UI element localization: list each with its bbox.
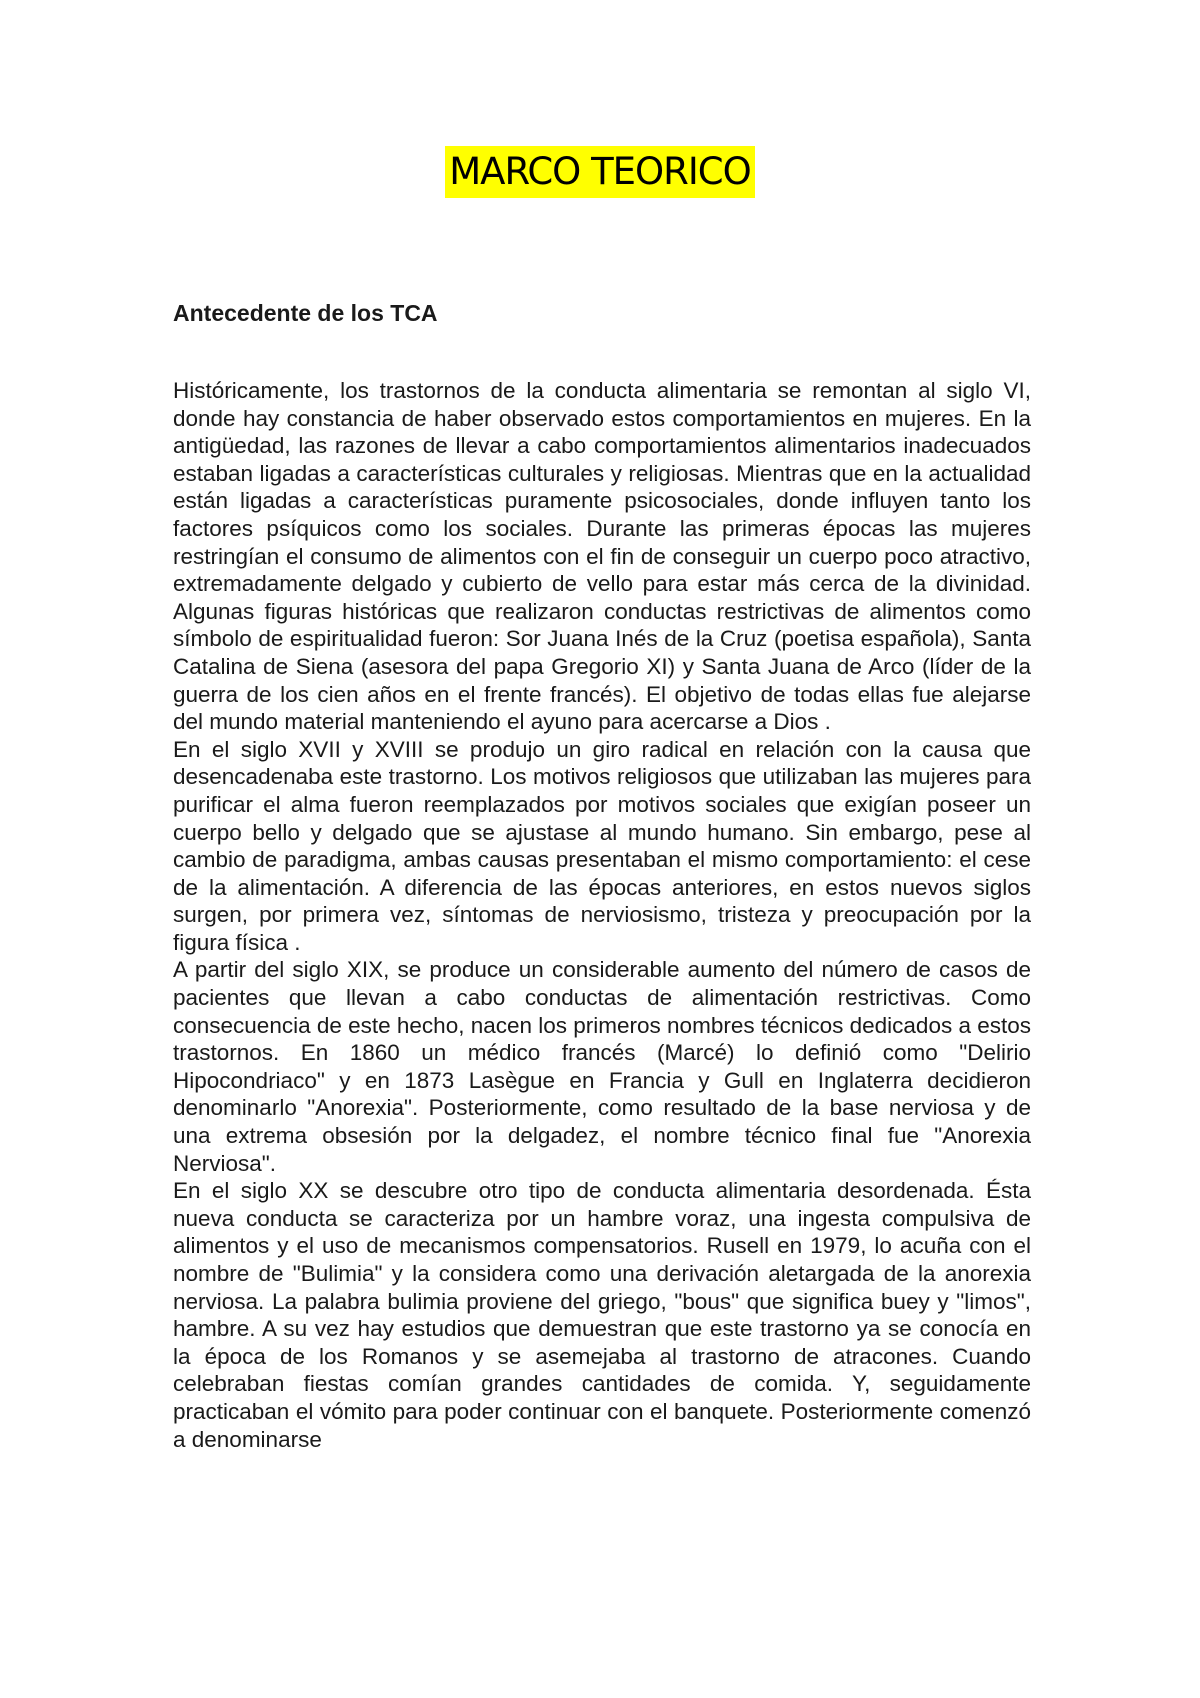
paragraph: En el siglo XVII y XVIII se produjo un giro radical en relación con la causa que desencadenaba este trastorno. Los motivos religiosos que utilizaban las mujeres para purificar el alma fueron reemplazados por motivos sociales que exigían poseer un cuerpo bello y delgado que se ajustase al mundo humano. Sin embargo, pese al cambio de paradigma, ambas causas presentaban el mismo comportamiento: el cese de la alimentación. A diferencia de las épocas anteriores, en estos nuevos siglos surgen, por primera vez, síntomas de nerviosismo, tristeza y preocupación por la figura física . bbox=[173, 736, 1031, 955]
paragraph: A partir del siglo XIX, se produce un considerable aumento del número de casos de pacientes que llevan a cabo conductas de alimentación restrictivas. Como consecuencia de este hecho, nacen los primeros nombres técnicos dedicados a estos trastornos. En 1860 un médico francés (Marcé) lo definió como "Delirio Hipocondriaco" y en 1873 Lasègue en Francia y Gull en Inglaterra decidieron denominarlo "Anorexia". Posteriormente, como resultado de la base nerviosa y de una extrema obsesión por la delgadez, el nombre técnico final fue "Anorexia Nerviosa". bbox=[173, 957, 1031, 1176]
paragraph: Históricamente, los trastornos de la conducta alimentaria se remontan al siglo VI, donde hay constancia de haber observado estos comportamientos en mujeres. En la antigüedad, las razones de llevar a cabo comportamientos alimentarios inadecuados estaban ligadas a características culturales y religiosas. Mientras que en la actualidad están ligadas a características puramente psicosociales, donde influyen tanto los factores psíquicos como los sociales. Durante las primeras épocas las mujeres restringían el consumo de alimentos con el fin de conseguir un cuerpo poco atractivo, extremadamente delgado y cubierto de vello para estar más cerca de la divinidad. Algunas figuras históricas que realizaron conductas restrictivas de alimentos como símbolo de espiritualidad fueron: Sor Juana Inés de la Cruz (poetisa española), Santa Catalina de Siena (asesora del papa Gregorio XI) y Santa Juana de Arco (líder de la guerra de los cien años en el frente francés). El objetivo de todas ellas fue alejarse del mundo material manteniendo el ayuno para acercarse a Dios . bbox=[173, 378, 1031, 735]
paragraph: En el siglo XX se descubre otro tipo de conducta alimentaria desordenada. Ésta nueva conducta se caracteriza por un hambre voraz, una ingesta compulsiva de alimentos y el uso de mecanismos compensatorios. Rusell en 1979, lo acuña con el nombre de "Bulimia" y la considera como una derivación aletargada de la anorexia nerviosa. La palabra bulimia proviene del griego, "bous" que significa buey y "limos", hambre. A su vez hay estudios que demuestran que este trastorno ya se conocía en la época de los Romanos y se asemejaba al trastorno de atracones. Cuando celebraban fiestas comían grandes cantidades de comida. Y, seguidamente practicaban el vómito para poder continuar con el banquete. Posteriormente comenzó a denominarse bbox=[173, 1178, 1031, 1452]
page-title: MARCO TEORICO bbox=[445, 146, 755, 198]
section-heading: Antecedente de los TCA bbox=[173, 300, 438, 326]
body-text bbox=[173, 377, 1031, 1453]
title-container bbox=[0, 146, 1200, 198]
